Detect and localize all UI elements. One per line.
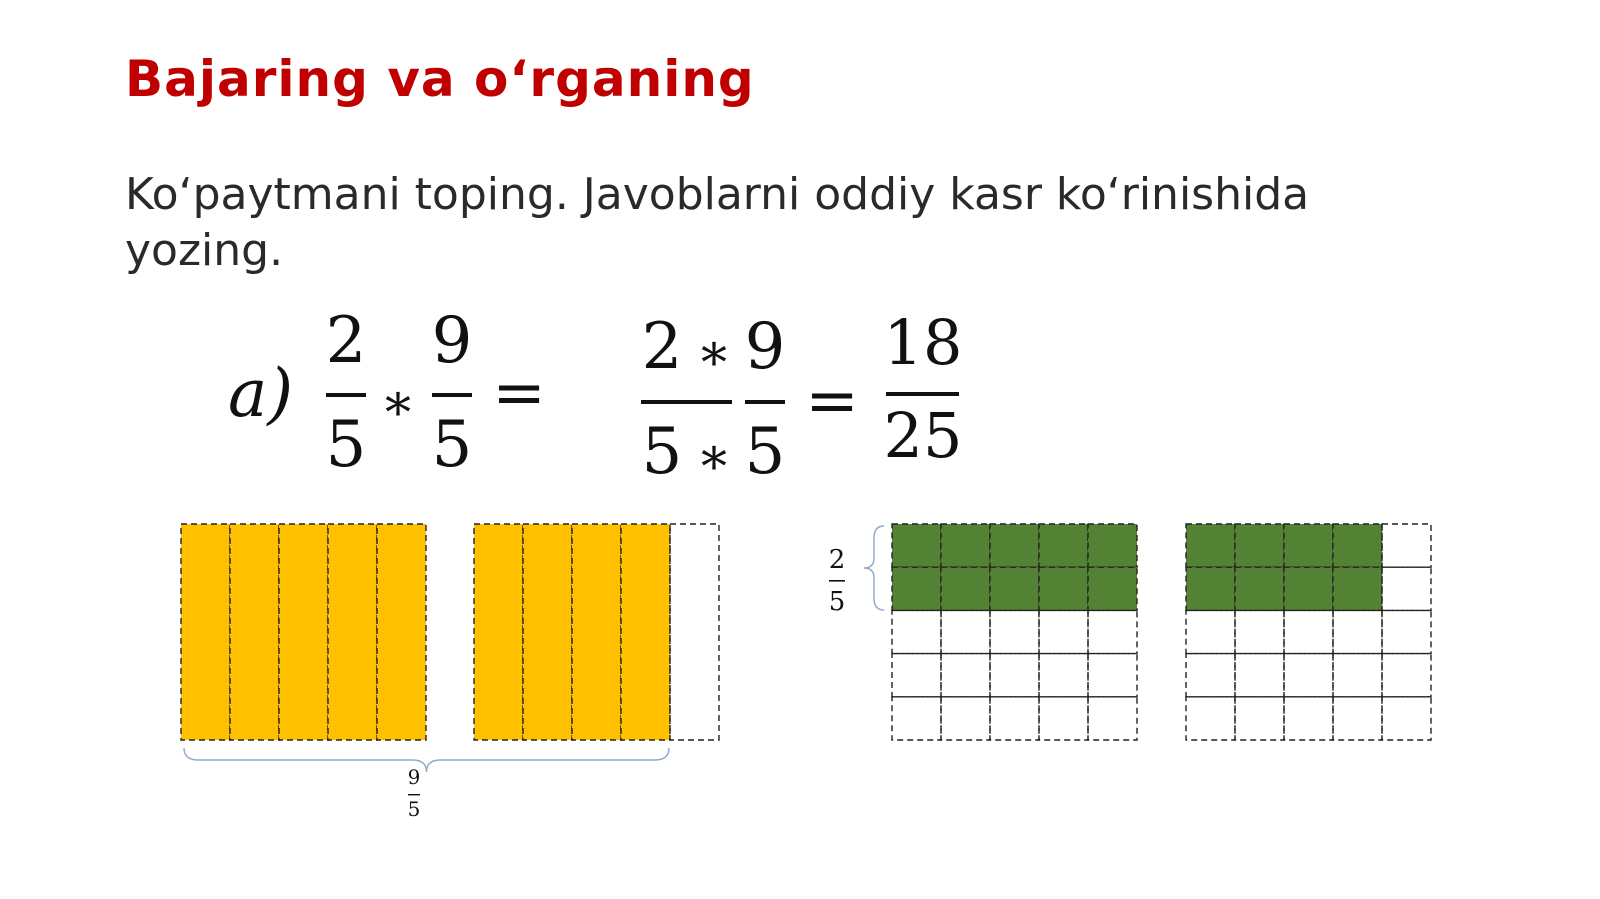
green-empty-cell (1235, 654, 1284, 697)
green-empty-cell (892, 654, 941, 697)
green-brace (864, 526, 884, 610)
green-filled-cell (892, 524, 941, 567)
green-empty-cell (990, 654, 1039, 697)
yellow-filled-column (181, 524, 230, 740)
green-brace-numerator: 2 (828, 545, 846, 575)
green-filled-cell (941, 567, 990, 610)
result-denominator: 25 (883, 399, 963, 472)
green-empty-cell (1382, 610, 1431, 653)
green-filled-cell (1284, 567, 1333, 610)
green-filled-cell (1186, 567, 1235, 610)
green-empty-cell (1039, 697, 1088, 740)
green-empty-cell (941, 610, 990, 653)
result-numerator: 18 (883, 306, 963, 379)
yellow-brace-fraction-bar (408, 794, 420, 795)
green-empty-cell (990, 697, 1039, 740)
yellow-filled-column (523, 524, 572, 740)
green-empty-cell (1333, 697, 1382, 740)
instruction-text: Ko‘paytmani toping. Javoblarni oddiy kasr ko‘rinishida yozing. (125, 169, 1310, 276)
yellow-filled-column (230, 524, 279, 740)
green-empty-cell (990, 610, 1039, 653)
green-empty-cell (1284, 654, 1333, 697)
green-empty-cell (1382, 567, 1431, 610)
green-filled-cell (941, 524, 990, 567)
green-filled-cell (1333, 524, 1382, 567)
yellow-filled-column (572, 524, 621, 740)
green-empty-cell (1186, 610, 1235, 653)
green-filled-cell (1235, 567, 1284, 610)
green-empty-cell (1235, 697, 1284, 740)
green-empty-cell (1235, 610, 1284, 653)
frac2-denominator: 5 (431, 408, 473, 482)
equals-sign-1: = (492, 356, 546, 430)
frac1-denominator: 5 (325, 408, 367, 482)
product-numerator-operator: ∗ (696, 323, 732, 383)
multiply-operator-1: ∗ (380, 373, 416, 433)
equation-label: a) (228, 355, 294, 432)
green-empty-cell (1186, 697, 1235, 740)
green-empty-cell (892, 697, 941, 740)
yellow-brace (184, 748, 669, 772)
green-filled-cell (1186, 524, 1235, 567)
yellow-filled-column (621, 524, 670, 740)
yellow-empty-column (670, 524, 719, 740)
green-filled-cell (1039, 567, 1088, 610)
yellow-brace-denominator: 5 (407, 797, 421, 821)
product-denominator-a: 5 (641, 415, 683, 489)
green-empty-cell (1382, 697, 1431, 740)
green-brace-denominator: 5 (828, 587, 846, 617)
green-empty-cell (941, 654, 990, 697)
green-empty-cell (1088, 654, 1137, 697)
green-filled-cell (1333, 567, 1382, 610)
product-numerator-a: 2 (641, 310, 683, 384)
green-empty-cell (1039, 654, 1088, 697)
product-denominator-b: 5 (744, 415, 786, 489)
green-filled-cell (892, 567, 941, 610)
green-filled-cell (1088, 524, 1137, 567)
yellow-filled-column (377, 524, 426, 740)
green-filled-cell (990, 567, 1039, 610)
green-empty-cell (1186, 654, 1235, 697)
yellow-filled-column (474, 524, 523, 740)
green-brace-fraction-bar (829, 580, 845, 582)
frac2-numerator: 9 (431, 304, 473, 378)
green-filled-cell (1039, 524, 1088, 567)
green-empty-cell (892, 610, 941, 653)
green-empty-cell (1333, 654, 1382, 697)
green-empty-cell (1284, 610, 1333, 653)
green-empty-cell (1039, 610, 1088, 653)
product-numerator-b: 9 (744, 310, 786, 384)
green-empty-cell (1382, 654, 1431, 697)
product-denominator-operator: ∗ (696, 427, 732, 487)
green-filled-cell (1235, 524, 1284, 567)
yellow-filled-column (279, 524, 328, 740)
green-filled-cell (1088, 567, 1137, 610)
green-empty-cell (1284, 697, 1333, 740)
equals-sign-2: = (805, 364, 859, 438)
page-title: Bajaring va o‘rganing (125, 50, 755, 108)
frac1-numerator: 2 (325, 304, 367, 378)
green-empty-cell (1382, 524, 1431, 567)
green-empty-cell (1088, 610, 1137, 653)
green-filled-cell (1284, 524, 1333, 567)
yellow-filled-column (328, 524, 377, 740)
yellow-brace-numerator: 9 (407, 765, 421, 789)
green-empty-cell (1333, 610, 1382, 653)
green-empty-cell (941, 697, 990, 740)
green-empty-cell (1088, 697, 1137, 740)
green-filled-cell (990, 524, 1039, 567)
